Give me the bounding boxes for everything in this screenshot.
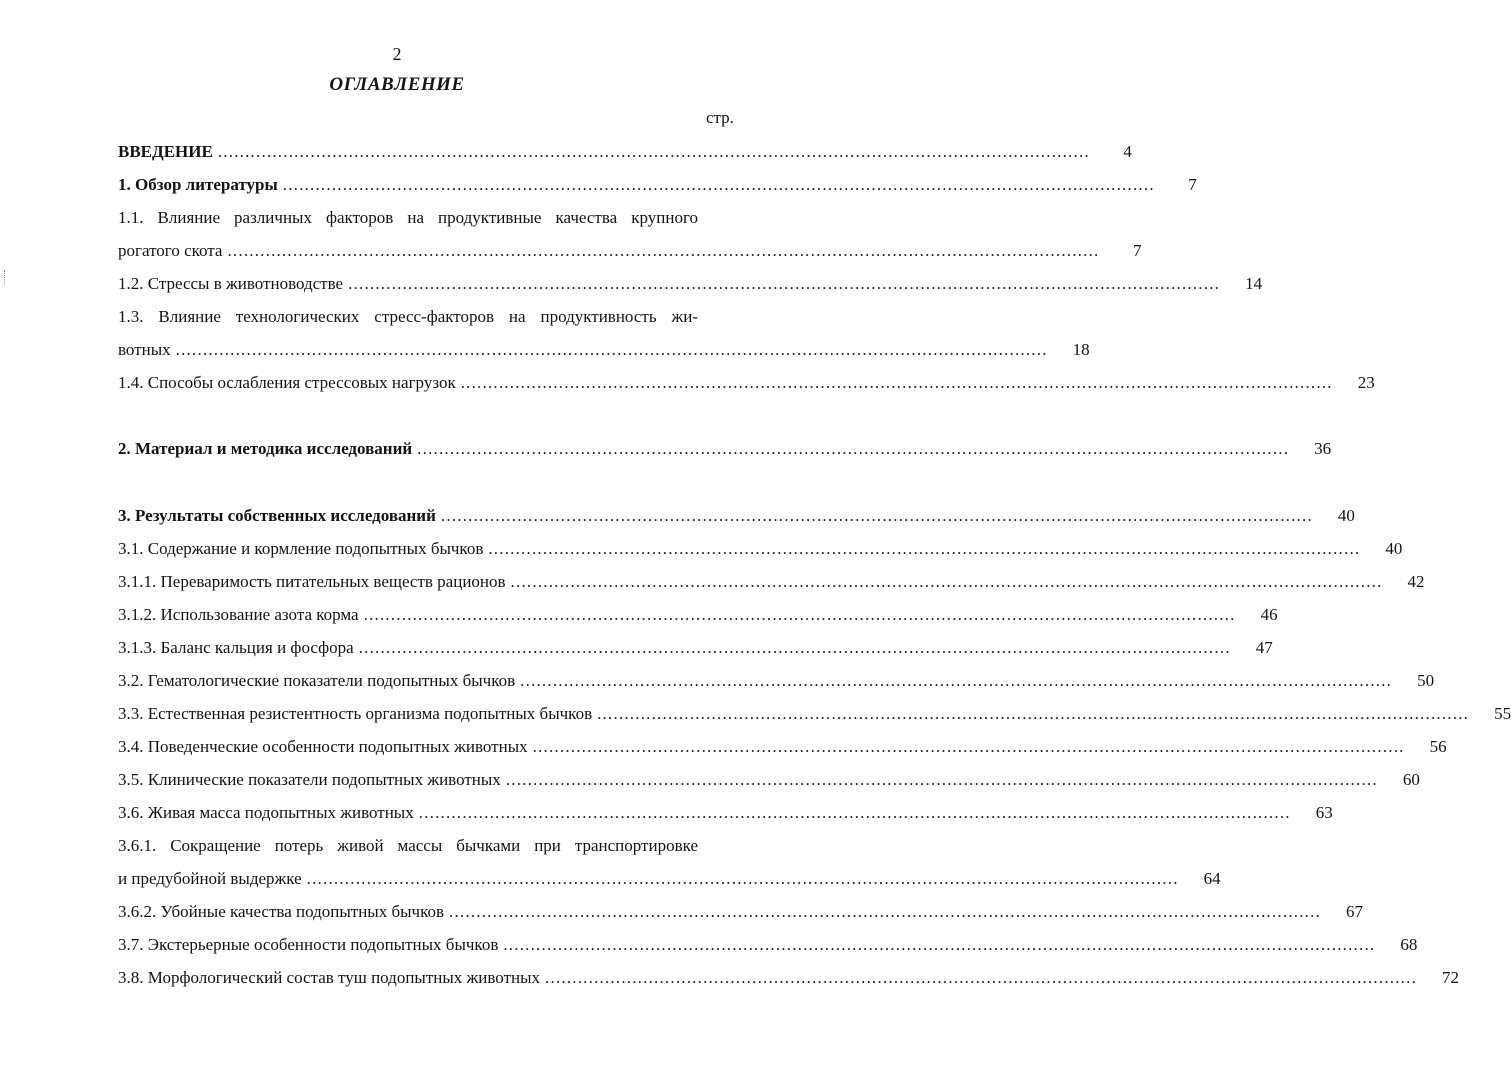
toc-entry-title: 3.6. Живая масса подопытных животных xyxy=(118,803,414,822)
toc-entry-3-1-1[interactable] xyxy=(118,572,1425,592)
toc-entry-title: 3.3. Естественная резистентность организма подопытных бычков xyxy=(118,704,593,723)
toc-entry-page: 7 xyxy=(1132,241,1142,260)
toc-entry-title: 3.1.3. Баланс кальция и фосфора xyxy=(118,638,354,657)
toc-entry-page: 55 xyxy=(1494,704,1511,723)
dot-leader: ................................................................................................................................................................ xyxy=(460,373,1333,392)
toc-entry-title: и предубойной выдержке xyxy=(118,869,302,888)
toc-entry-3-6-2[interactable] xyxy=(118,902,1364,922)
dot-leader: ................................................................................................................................................................ xyxy=(348,274,1221,293)
dot-leader: ................................................................................................................................................................ xyxy=(227,241,1100,260)
toc-entry-title: 3.6.2. Убойные качества подопытных бычков xyxy=(118,902,445,921)
toc-entry-1-3-cont[interactable] xyxy=(118,340,1090,360)
dot-leader: ................................................................................................................................................................ xyxy=(358,638,1231,657)
toc-entry-title-line: 3.6.1. Сокращение потерь живой массы бычками при транспортировке xyxy=(118,836,698,855)
toc-entry-page: 64 xyxy=(1203,869,1221,888)
toc-entry-title: 3.1. Содержание и кормление подопытных бычков xyxy=(118,539,484,558)
dot-leader: ................................................................................................................................................................ xyxy=(503,935,1376,954)
toc-entry-3-7[interactable] xyxy=(118,935,1418,955)
toc-entry-3-5[interactable] xyxy=(118,770,1420,790)
dot-leader: ................................................................................................................................................................ xyxy=(418,803,1291,822)
toc-entry-page: 72 xyxy=(1442,968,1460,987)
toc-entry-page: 14 xyxy=(1245,274,1263,293)
toc-entry-introduction[interactable] xyxy=(118,142,1132,162)
toc-entry-title: 1.2. Стрессы в животноводстве xyxy=(118,274,344,293)
toc-entry-page: 46 xyxy=(1260,605,1278,624)
toc-entry-1-1-cont[interactable] xyxy=(118,241,1142,261)
toc-entry-page: 68 xyxy=(1400,935,1418,954)
toc-entry-page: 23 xyxy=(1357,373,1375,392)
toc-entry-3-3[interactable] xyxy=(118,704,1511,724)
toc-entry-chapter-1[interactable] xyxy=(118,175,1197,195)
toc-entry-chapter-3[interactable] xyxy=(118,506,1355,526)
toc-entry-page: 42 xyxy=(1407,572,1425,591)
toc-entry-page: 56 xyxy=(1429,737,1447,756)
toc-entry-3-6[interactable] xyxy=(118,803,1333,823)
dot-leader: ................................................................................................................................................................ xyxy=(363,605,1236,624)
toc-entry-3-2[interactable] xyxy=(118,671,1435,691)
dot-leader: ................................................................................................................................................................ xyxy=(505,770,1378,789)
toc-entry-title-line: 1.1. Влияние различных факторов на продуктивные качества крупного xyxy=(118,208,698,227)
toc-entry-page: 18 xyxy=(1072,340,1090,359)
toc-entry-page: 63 xyxy=(1315,803,1333,822)
toc-entry-title-line: 1.3. Влияние технологических стресс-факторов на продуктивность жи- xyxy=(118,307,698,326)
dot-leader: ................................................................................................................................................................ xyxy=(449,902,1322,921)
toc-entry-title: ВВЕДЕНИЕ xyxy=(118,142,213,161)
toc-entry-3-1[interactable] xyxy=(118,539,1403,559)
toc-entry-1-3[interactable] xyxy=(118,307,738,327)
dot-leader: ................................................................................................................................................................ xyxy=(510,572,1383,591)
toc-entry-3-6-1-cont[interactable] xyxy=(118,869,1221,889)
toc-entry-chapter-2[interactable] xyxy=(118,439,1332,459)
toc-entry-title: 3.7. Экстерьерные особенности подопытных бычков xyxy=(118,935,499,954)
dot-leader: ................................................................................................................................................................ xyxy=(440,506,1313,525)
table-of-contents-title: ОГЛАВЛЕНИЕ xyxy=(329,74,465,95)
dot-leader: ................................................................................................................................................................ xyxy=(282,175,1155,194)
toc-entry-title: 3. Результаты собственных исследований xyxy=(118,506,436,525)
dot-leader: ................................................................................................................................................................ xyxy=(532,737,1405,756)
toc-entry-title: 3.5. Клинические показатели подопытных животных xyxy=(118,770,501,789)
toc-entry-page: 60 xyxy=(1402,770,1420,789)
toc-entry-3-1-2[interactable] xyxy=(118,605,1278,625)
dot-leader: ................................................................................................................................................................ xyxy=(306,869,1179,888)
dot-leader: ................................................................................................................................................................ xyxy=(488,539,1361,558)
toc-entry-3-8[interactable] xyxy=(118,968,1460,988)
toc-entry-page: 36 xyxy=(1314,439,1332,458)
dot-leader: ................................................................................................................................................................ xyxy=(175,340,1048,359)
toc-entry-page: 40 xyxy=(1385,539,1403,558)
toc-entry-title: 3.4. Поведенческие особенности подопытных животных xyxy=(118,737,528,756)
toc-entry-page: 50 xyxy=(1417,671,1435,690)
page-number: 2 xyxy=(392,44,402,64)
toc-entry-title: 3.2. Гематологические показатели подопытных бычков xyxy=(118,671,516,690)
toc-entry-1-1[interactable] xyxy=(118,208,738,228)
dot-leader: ................................................................................................................................................................ xyxy=(417,439,1290,458)
toc-entry-title: 1.4. Способы ослабления стрессовых нагрузок xyxy=(118,373,456,392)
dot-leader: ................................................................................................................................................................ xyxy=(217,142,1090,161)
scan-artifact xyxy=(4,270,7,284)
toc-entry-page: 40 xyxy=(1337,506,1355,525)
dot-leader: ................................................................................................................................................................ xyxy=(545,968,1418,987)
toc-entry-3-6-1[interactable] xyxy=(118,836,738,856)
toc-entry-title: 3.1.1. Переваримость питательных веществ рационов xyxy=(118,572,506,591)
toc-entry-title: 3.8. Морфологический состав туш подопытных животных xyxy=(118,968,541,987)
toc-entry-page: 67 xyxy=(1346,902,1364,921)
toc-entry-page: 47 xyxy=(1255,638,1273,657)
pages-column-label: стр. xyxy=(706,108,734,127)
toc-entry-3-1-3[interactable] xyxy=(118,638,1273,658)
toc-entry-title: 1. Обзор литературы xyxy=(118,175,278,194)
toc-entry-3-4[interactable] xyxy=(118,737,1447,757)
dot-leader: ................................................................................................................................................................ xyxy=(520,671,1393,690)
dot-leader: ................................................................................................................................................................ xyxy=(597,704,1470,723)
toc-entry-title: вотных xyxy=(118,340,171,359)
toc-entry-title: 2. Материал и методика исследований xyxy=(118,439,413,458)
toc-entry-1-4[interactable] xyxy=(118,373,1375,393)
toc-entry-page: 7 xyxy=(1188,175,1197,194)
toc-entry-page: 4 xyxy=(1123,142,1132,161)
toc-entry-1-2[interactable] xyxy=(118,274,1263,294)
toc-entry-title: рогатого скота xyxy=(118,241,223,260)
toc-entry-title: 3.1.2. Использование азота корма xyxy=(118,605,359,624)
